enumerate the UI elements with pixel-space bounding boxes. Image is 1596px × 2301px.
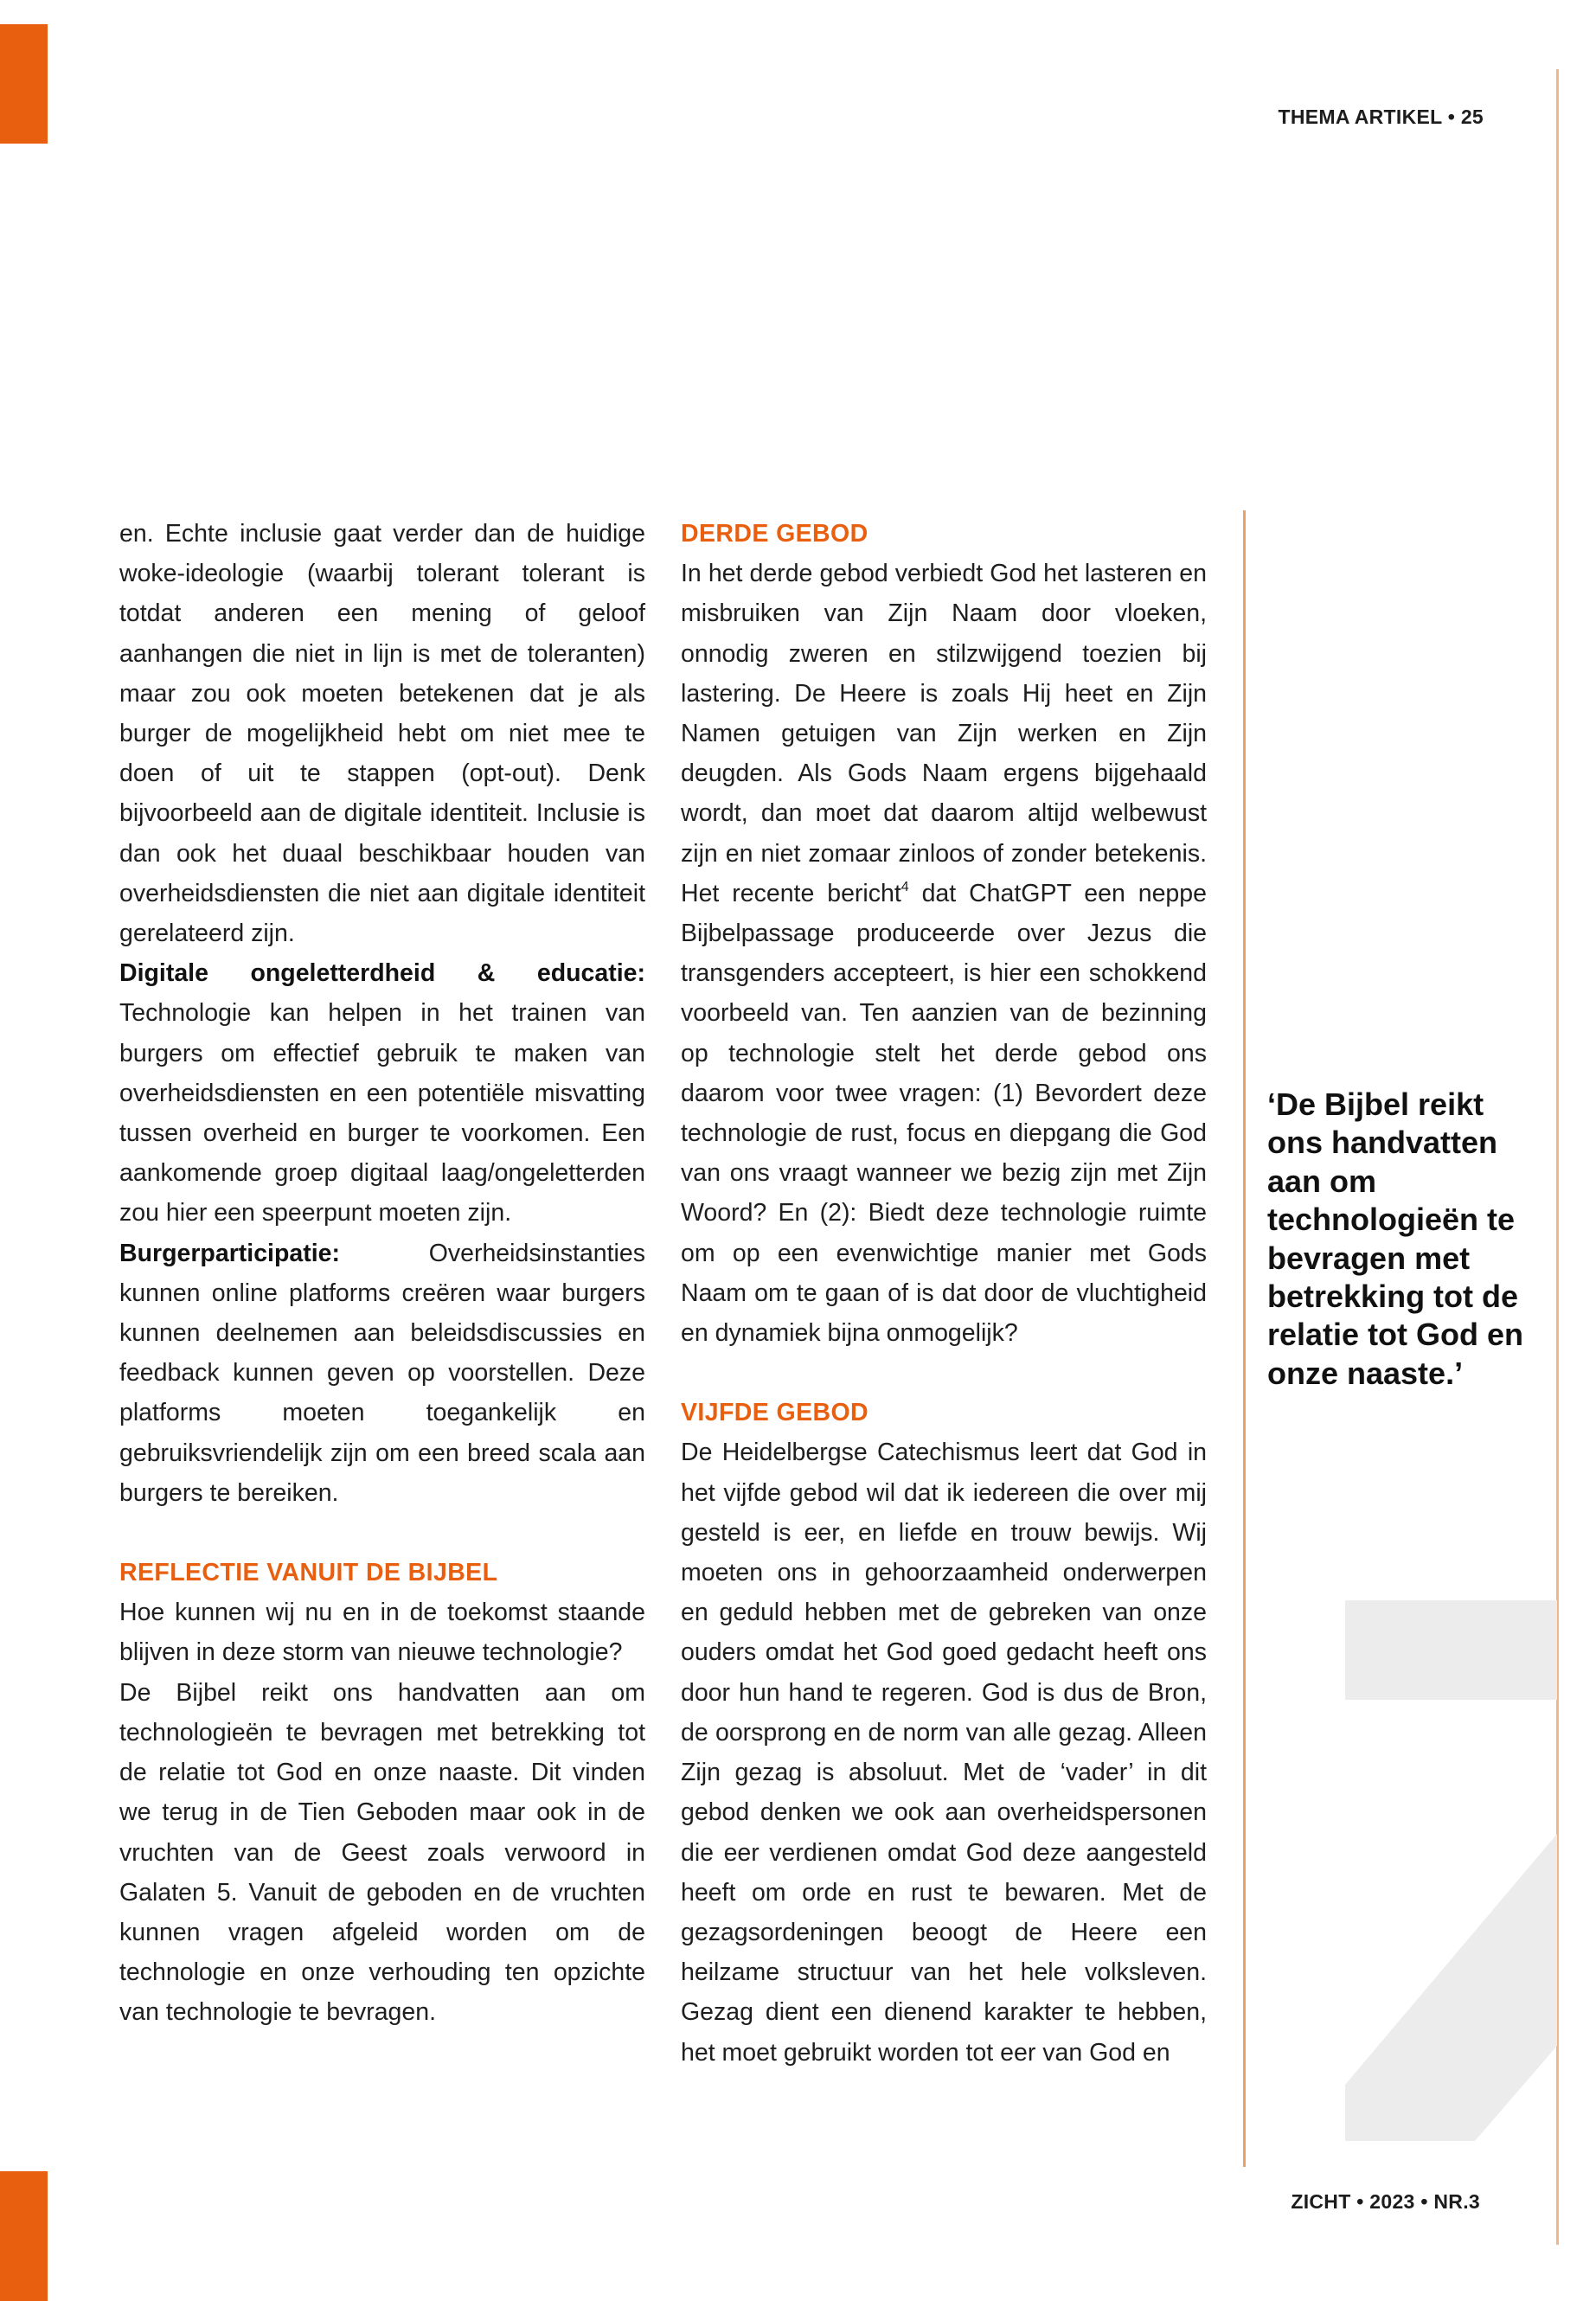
left-column <box>119 514 645 2033</box>
z-diagonal <box>1345 1834 1557 2141</box>
paragraph-derde-gebod <box>681 554 1207 1353</box>
running-head: THEMA ARTIKEL • 25 <box>1278 106 1484 128</box>
footnote-marker: 4 <box>901 879 909 894</box>
paragraph-text: dat ChatGPT een neppe Bijbelpassage produceerde over Jezus die transgenders accepteert, is hier een schokkend voorbeeld van. Ten aanzien van de bezinning op technologie stelt het derde gebod ons daarom voor twee vragen: (1) Bevordert deze technologie de rust, focus en diepgang die God van ons vraagt wanneer we bezig zijn met Zijn Woord? En (2): Biedt deze technologie ruimte om op een evenwichtige manier met Gods Naam om te gaan of is dat door de vluchtigheid en dynamiek bijna onmogelijk? <box>681 879 1207 1348</box>
pull-quote <box>1267 1086 1535 1393</box>
paragraph-burgerparticipatie <box>119 1234 645 1513</box>
heading-reflectie: REFLECTIE VANUIT DE BIJBEL <box>119 1559 498 1587</box>
paragraph-bijbel: De Bijbel reikt ons handvatten aan om technologieën te bevragen met betrekking tot de relatie tot God en onze naaste. Dit vinden we terug in de Tien Geboden maar ook in de vruchten van de Geest zoals verwoord in Galaten 5. Vanuit de geboden en de vruchten kunnen vragen afgeleid worden om de technologie en onze verhouding ten opzichte van technologie te bevragen. <box>119 1678 645 2027</box>
paragraph-digitale-ongeletterdheid <box>119 953 645 1233</box>
paragraph-text: Overheidsinstanties kunnen online platforms creëren waar burgers kunnen deelnemen aan beleidsdiscussies en feedback kunnen geven op voorstellen. Deze platforms moeten toegankelijk en gebruiksvriendelijk zijn om een breed scala aan burgers te bereiken. <box>119 1239 645 1507</box>
paragraph-inclusie: en. Echte inclusie gaat verder dan de huidige woke-ideologie (waarbij tolerant tolerant is totdat anderen een mening of geloof aanhangen die niet in lijn is met de toleranten) maar zou ook moeten betekenen dat je als burger de mogelijkheid hebt om niet mee te doen of uit te stappen (opt-out). Denk bijvoorbeeld aan de digitale identiteit. Inclusie is dan ook het duaal beschikbaar houden van overheidsdiensten die niet aan digitale identiteit gerelateerd zijn. <box>119 520 645 948</box>
z-top-bar <box>1345 1600 1557 1700</box>
paragraph-vijfde-gebod: De Heidelbergse Catechismus leert dat God in het vijfde gebod wil dat ik iedereen die over mij gesteld is eer, en liefde en trouw bewijs. Wij moeten ons in gehoorzaamheid onderwerpen en geduld hebben met de gebreken van onze ouders omdat het God goed gedacht heeft ons door hun hand te regeren. God is dus de Bron, de oorsprong en de norm van alle gezag. Alleen Zijn gezag is absoluut. Met de ‘vader’ in dit gebod denken we ook aan overheidspersonen die eer verdienen omdat God deze aangesteld heeft om orde en rust te bewaren. Met de gezagsordeningen beoogt de Heere een heilzame structuur van het hele volksleven. Gezag dient een dienend karakter te hebben, het moet gebruikt worden tot eer van God en <box>681 1439 1207 2067</box>
page-footer: ZICHT • 2023 • NR.3 <box>1291 2190 1480 2213</box>
term-burgerparticipatie: Burgerparticipatie: <box>119 1239 340 1267</box>
decorative-z-graphic <box>1345 1600 1557 2141</box>
middle-column <box>681 514 1207 2073</box>
paragraph-text: In het derde gebod verbiedt God het lasteren en misbruiken van Zijn Naam door vloeken, onnodig zweren en stilzwijgend toezien bij lastering. De Heere is zoals Hij heet en Zijn Namen getuigen van Zijn werken en Zijn deugden. Als Gods Naam ergens bijgehaald wordt, dan moet dat daarom altijd welbewust zijn en niet zomaar zinloos of zonder betekenis. Het recente bericht <box>681 560 1207 907</box>
paragraph-text: Technologie kan helpen in het trainen van burgers om effectief gebruik te maken van overheidsdiensten en een potentiële misvatting tussen overheid en burger te voorkomen. Een aankomende groep digitaal laag/ongeletterden zou hier een speerpunt moeten zijn. <box>119 999 645 1227</box>
pull-quote-text: ‘De Bijbel reikt ons handvatten aan om technologieën te bevragen met betrekking tot de relatie tot God en onze naaste.’ <box>1267 1086 1524 1391</box>
term-digitale-ongeletterdheid: Digitale ongeletterdheid & educatie: <box>119 959 645 988</box>
column-divider-rule <box>1243 510 1246 2167</box>
orange-margin-bar-bottom <box>0 2171 48 2301</box>
heading-derde-gebod: DERDE GEBOD <box>681 520 869 548</box>
heading-vijfde-gebod: VIJFDE GEBOD <box>681 1399 869 1427</box>
paragraph-question: Hoe kunnen wij nu en in de toekomst staande blijven in deze storm van nieuwe technologie? <box>119 1599 645 1667</box>
orange-margin-bar-top <box>0 24 48 144</box>
